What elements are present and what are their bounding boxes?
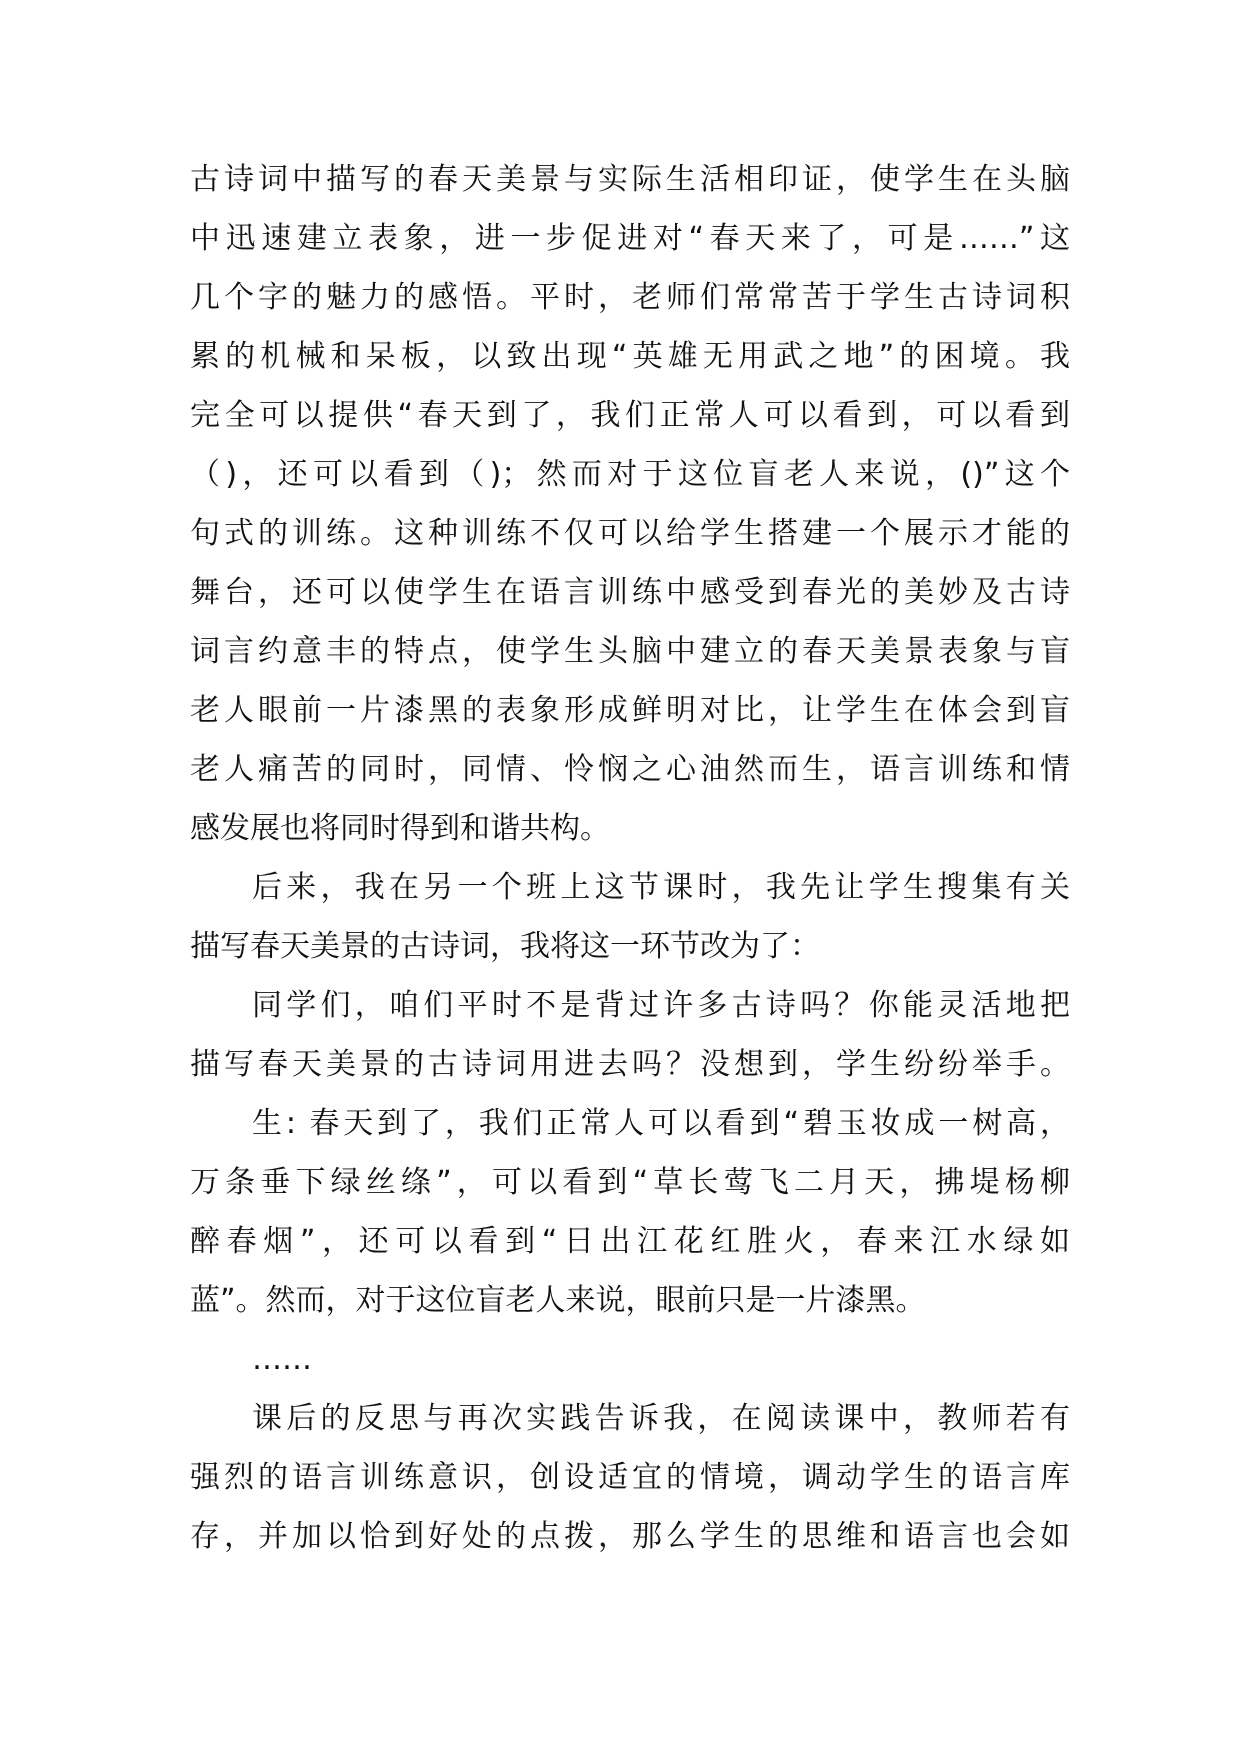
text-line: 古诗词中描写的春天美景与实际生活相印证，使学生在头脑 [190,162,1070,197]
text-line: …… [252,1342,312,1377]
text-line: 课后的反思与再次实践告诉我，在阅读课中，教师若有 [252,1401,1070,1436]
text-line: 老人眼前一片漆黑的表象形成鲜明对比，让学生在体会到盲 [190,693,1070,728]
text-line: 完全可以提供“春天到了，我们正常人可以看到，可以看到 [190,398,1070,433]
text-line: 舞台，还可以使学生在语言训练中感受到春光的美妙及古诗 [190,575,1070,610]
text-line: 描写春天美景的古诗词，我将这一环节改为了： [190,929,820,964]
document-body [190,150,1070,1566]
text-line: 醉春烟”，还可以看到“日出江花红胜火，春来江水绿如 [190,1224,1070,1259]
text-line: 中迅速建立表象，进一步促进对“春天来了，可是……”这 [190,221,1070,256]
text-line: 感发展也将同时得到和谐共构。 [190,811,610,846]
text-line: 生: 春天到了，我们正常人可以看到“碧玉妆成一树高， [252,1106,1070,1141]
text-line: 句式的训练。这种训练不仅可以给学生搭建一个展示才能的 [190,516,1070,551]
text-line: 后来，我在另一个班上这节课时，我先让学生搜集有关 [252,870,1070,905]
text-line: 词言约意丰的特点，使学生头脑中建立的春天美景表象与盲 [190,634,1070,669]
text-line: 蓝”。然而，对于这位盲老人来说，眼前只是一片漆黑。 [190,1283,926,1318]
text-line: 存，并加以恰到好处的点拨，那么学生的思维和语言也会如 [190,1519,1070,1554]
text-line: （)，还可以看到（)；然而对于这位盲老人来说，()”这个 [190,457,1070,492]
text-line: 万条垂下绿丝绦”，可以看到“草长莺飞二月天，拂堤杨柳 [190,1165,1070,1200]
text-line: 累的机械和呆板，以致出现“英雄无用武之地”的困境。我 [190,339,1070,374]
text-line: 几个字的魅力的感悟。平时，老师们常常苦于学生古诗词积 [190,280,1070,315]
text-line: 同学们，咱们平时不是背过许多古诗吗？你能灵活地把 [252,988,1070,1023]
text-line: 强烈的语言训练意识，创设适宜的情境，调动学生的语言库 [190,1460,1070,1495]
text-line: 描写春天美景的古诗词用进去吗？没想到，学生纷纷举手。 [190,1047,1070,1082]
text-line: 老人痛苦的同时，同情、怜悯之心油然而生，语言训练和情 [190,752,1070,787]
